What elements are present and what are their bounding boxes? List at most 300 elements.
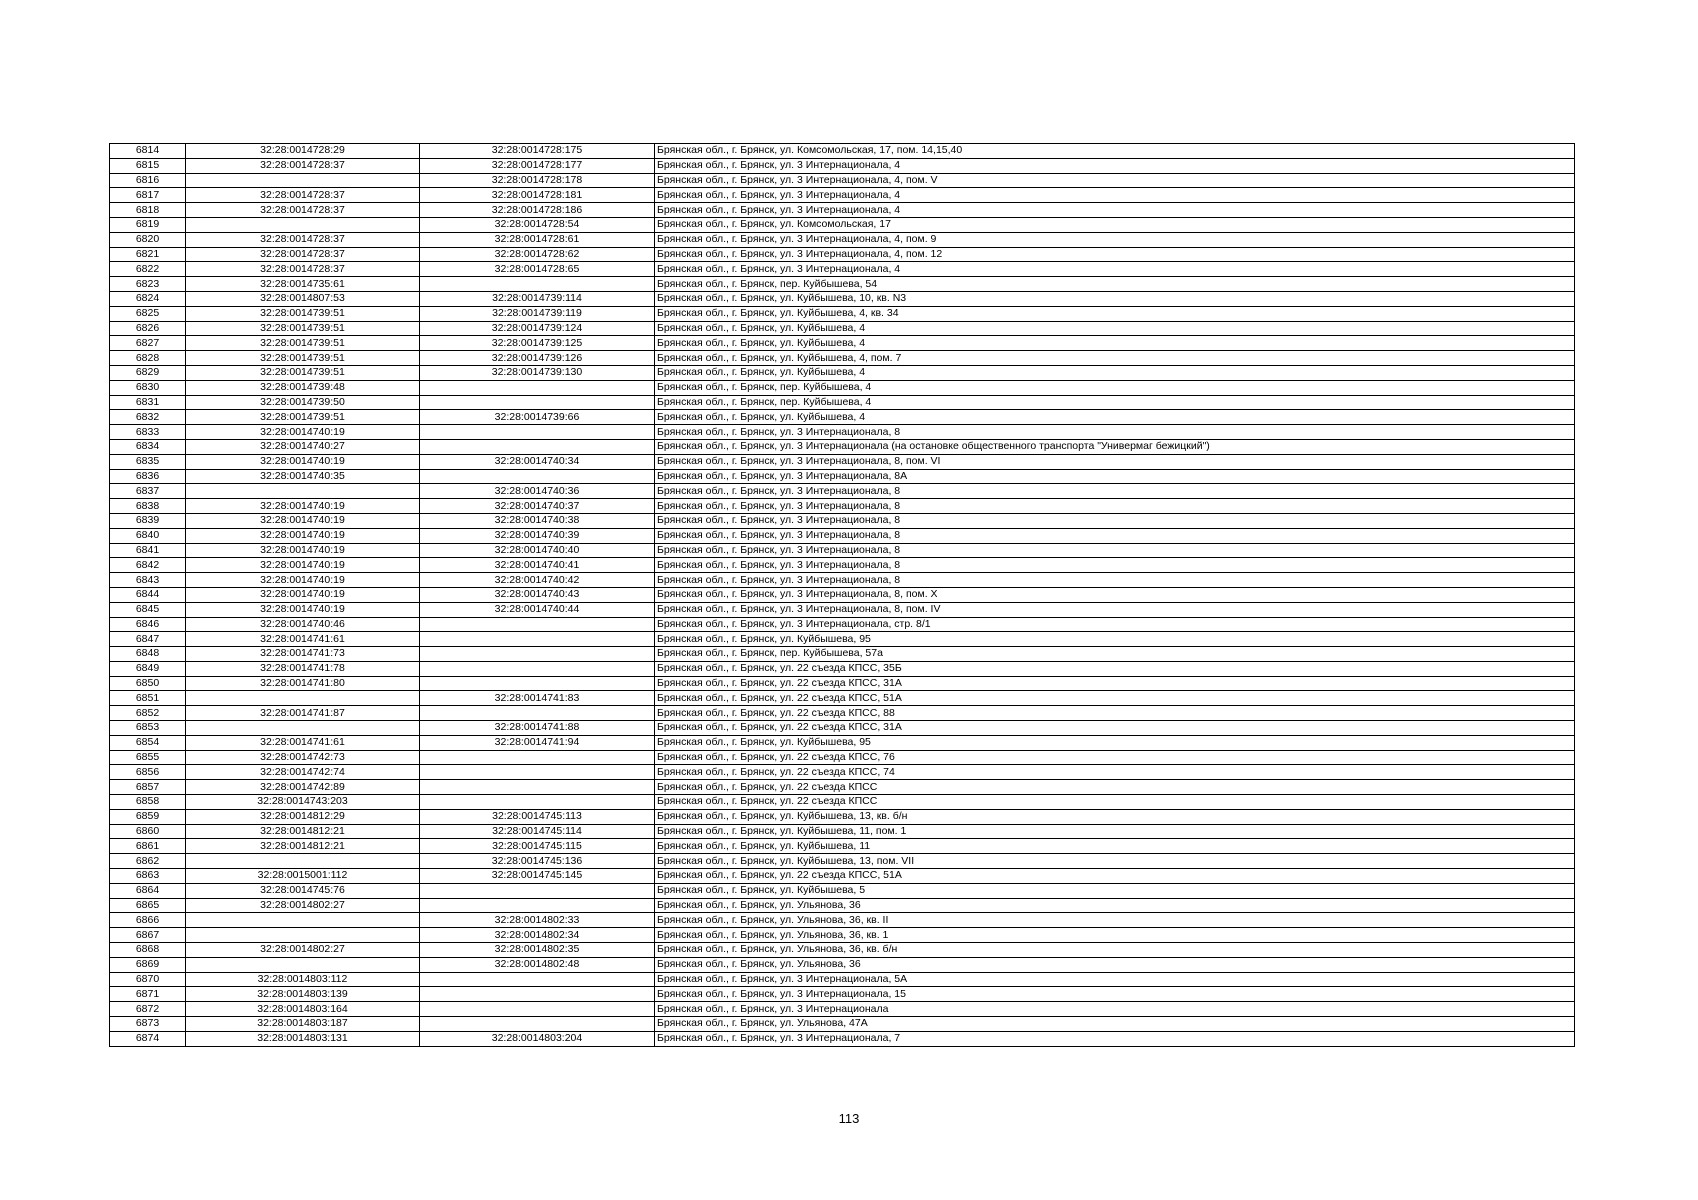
table-row xyxy=(110,484,1575,499)
object-cadastral-number-cell: 32:28:0014740:41 xyxy=(420,558,655,573)
address-cell: Брянская обл., г. Брянск, ул. Куйбышева, 4 xyxy=(655,336,1575,351)
cadastral-number-cell: 32:28:0014739:48 xyxy=(186,380,420,395)
table-row xyxy=(110,795,1575,810)
cadastral-number-cell: 32:28:0014739:51 xyxy=(186,306,420,321)
object-cadastral-number-cell: 32:28:0014728:54 xyxy=(420,217,655,232)
object-cadastral-number-cell: 32:28:0014740:37 xyxy=(420,499,655,514)
object-cadastral-number-cell: 32:28:0014739:126 xyxy=(420,351,655,366)
row-number-cell: 6836 xyxy=(110,469,186,484)
object-cadastral-number-cell xyxy=(420,661,655,676)
table-row xyxy=(110,824,1575,839)
table-row xyxy=(110,647,1575,662)
table-row xyxy=(110,217,1575,232)
row-number-cell: 6864 xyxy=(110,883,186,898)
cadastral-number-cell xyxy=(186,691,420,706)
table-row xyxy=(110,765,1575,780)
address-cell: Брянская обл., г. Брянск, ул. 3 Интернационала, 4 xyxy=(655,262,1575,277)
row-number-cell: 6826 xyxy=(110,321,186,336)
row-number-cell: 6863 xyxy=(110,869,186,884)
table-row xyxy=(110,439,1575,454)
cadastral-number-cell: 32:28:0014728:37 xyxy=(186,262,420,277)
row-number-cell: 6846 xyxy=(110,617,186,632)
row-number-cell: 6851 xyxy=(110,691,186,706)
page-number: 113 xyxy=(838,1111,860,1126)
address-cell: Брянская обл., г. Брянск, ул. 22 съезда КПСС xyxy=(655,795,1575,810)
address-cell: Брянская обл., г. Брянск, ул. 3 Интернационала xyxy=(655,1002,1575,1017)
object-cadastral-number-cell xyxy=(420,617,655,632)
object-cadastral-number-cell: 32:28:0014728:65 xyxy=(420,262,655,277)
table-row xyxy=(110,957,1575,972)
address-cell: Брянская обл., г. Брянск, ул. 22 съезда КПСС, 31А xyxy=(655,676,1575,691)
row-number-cell: 6831 xyxy=(110,395,186,410)
cadastral-number-cell xyxy=(186,721,420,736)
address-cell: Брянская обл., г. Брянск, ул. Ульянова, 47А xyxy=(655,1017,1575,1032)
row-number-cell: 6834 xyxy=(110,439,186,454)
object-cadastral-number-cell: 32:28:0014745:113 xyxy=(420,809,655,824)
table-row xyxy=(110,721,1575,736)
row-number-cell: 6844 xyxy=(110,587,186,602)
row-number-cell: 6845 xyxy=(110,602,186,617)
cadastral-number-cell xyxy=(186,913,420,928)
object-cadastral-number-cell xyxy=(420,972,655,987)
cadastral-number-cell: 32:28:0014812:21 xyxy=(186,839,420,854)
cadastral-number-cell: 32:28:0014739:51 xyxy=(186,321,420,336)
object-cadastral-number-cell xyxy=(420,706,655,721)
row-number-cell: 6830 xyxy=(110,380,186,395)
address-cell: Брянская обл., г. Брянск, ул. 22 съезда КПСС, 51А xyxy=(655,691,1575,706)
object-cadastral-number-cell xyxy=(420,425,655,440)
row-number-cell: 6871 xyxy=(110,987,186,1002)
cadastral-number-cell: 32:28:0014739:50 xyxy=(186,395,420,410)
object-cadastral-number-cell: 32:28:0014739:130 xyxy=(420,365,655,380)
object-cadastral-number-cell: 32:28:0014741:88 xyxy=(420,721,655,736)
row-number-cell: 6848 xyxy=(110,647,186,662)
cadastral-number-cell: 32:28:0014802:27 xyxy=(186,943,420,958)
cadastral-number-cell: 32:28:0014802:27 xyxy=(186,898,420,913)
object-cadastral-number-cell: 32:28:0014728:62 xyxy=(420,247,655,262)
cadastral-number-cell: 32:28:0014812:29 xyxy=(186,809,420,824)
address-cell: Брянская обл., г. Брянск, ул. 22 съезда КПСС, 74 xyxy=(655,765,1575,780)
object-cadastral-number-cell: 32:28:0014741:94 xyxy=(420,735,655,750)
row-number-cell: 6854 xyxy=(110,735,186,750)
table-row xyxy=(110,602,1575,617)
object-cadastral-number-cell: 32:28:0014745:136 xyxy=(420,854,655,869)
row-number-cell: 6839 xyxy=(110,513,186,528)
object-cadastral-number-cell: 32:28:0014740:43 xyxy=(420,587,655,602)
address-cell: Брянская обл., г. Брянск, ул. 3 Интернационала, 7 xyxy=(655,1031,1575,1046)
cadastral-number-cell: 32:28:0014742:74 xyxy=(186,765,420,780)
cadastral-number-cell: 32:28:0014728:37 xyxy=(186,247,420,262)
object-cadastral-number-cell xyxy=(420,647,655,662)
cadastral-number-cell: 32:28:0014728:37 xyxy=(186,232,420,247)
object-cadastral-number-cell xyxy=(420,765,655,780)
address-cell: Брянская обл., г. Брянск, ул. Куйбышева, 10, кв. N3 xyxy=(655,291,1575,306)
object-cadastral-number-cell xyxy=(420,469,655,484)
object-cadastral-number-cell xyxy=(420,439,655,454)
object-cadastral-number-cell: 32:28:0014728:178 xyxy=(420,173,655,188)
address-cell: Брянская обл., г. Брянск, ул. Куйбышева, 11 xyxy=(655,839,1575,854)
table-row xyxy=(110,410,1575,425)
row-number-cell: 6823 xyxy=(110,277,186,292)
table-row xyxy=(110,987,1575,1002)
table-row xyxy=(110,1031,1575,1046)
object-cadastral-number-cell: 32:28:0014739:119 xyxy=(420,306,655,321)
table-row xyxy=(110,587,1575,602)
address-cell: Брянская обл., г. Брянск, ул. 3 Интернационала, 8, пом. X xyxy=(655,587,1575,602)
object-cadastral-number-cell xyxy=(420,395,655,410)
address-cell: Брянская обл., г. Брянск, ул. 3 Интернационала, 8 xyxy=(655,543,1575,558)
address-cell: Брянская обл., г. Брянск, ул. 3 Интернационала, 4 xyxy=(655,203,1575,218)
address-cell: Брянская обл., г. Брянск, ул. 3 Интернационала, 4 xyxy=(655,188,1575,203)
address-cell: Брянская обл., г. Брянск, ул. 22 съезда КПСС, 31А xyxy=(655,721,1575,736)
table-row xyxy=(110,158,1575,173)
object-cadastral-number-cell: 32:28:0014745:145 xyxy=(420,869,655,884)
cadastral-number-cell: 32:28:0014803:112 xyxy=(186,972,420,987)
table-row xyxy=(110,617,1575,632)
row-number-cell: 6818 xyxy=(110,203,186,218)
row-number-cell: 6847 xyxy=(110,632,186,647)
row-number-cell: 6840 xyxy=(110,528,186,543)
address-cell: Брянская обл., г. Брянск, ул. 3 Интернационала, 5А xyxy=(655,972,1575,987)
address-cell: Брянская обл., г. Брянск, ул. 3 Интернационала (на остановке общественного транспорта "Универмаг бежицкий") xyxy=(655,439,1575,454)
object-cadastral-number-cell xyxy=(420,277,655,292)
address-cell: Брянская обл., г. Брянск, ул. 3 Интернационала, 4 xyxy=(655,158,1575,173)
row-number-cell: 6861 xyxy=(110,839,186,854)
address-cell: Брянская обл., г. Брянск, ул. 3 Интернационала, 4, пом. 9 xyxy=(655,232,1575,247)
cadastral-number-cell: 32:28:0014728:37 xyxy=(186,158,420,173)
object-cadastral-number-cell xyxy=(420,750,655,765)
address-cell: Брянская обл., г. Брянск, ул. Куйбышева, 5 xyxy=(655,883,1575,898)
object-cadastral-number-cell: 32:28:0014728:177 xyxy=(420,158,655,173)
cadastral-number-cell: 32:28:0014745:76 xyxy=(186,883,420,898)
object-cadastral-number-cell: 32:28:0014728:181 xyxy=(420,188,655,203)
object-cadastral-number-cell: 32:28:0014728:186 xyxy=(420,203,655,218)
address-cell: Брянская обл., г. Брянск, ул. Ульянова, 36 xyxy=(655,957,1575,972)
address-cell: Брянская обл., г. Брянск, пер. Куйбышева, 4 xyxy=(655,380,1575,395)
cadastral-number-cell: 32:28:0014740:46 xyxy=(186,617,420,632)
object-cadastral-number-cell: 32:28:0014728:175 xyxy=(420,144,655,159)
object-cadastral-number-cell: 32:28:0014802:35 xyxy=(420,943,655,958)
address-cell: Брянская обл., г. Брянск, ул. Куйбышева, 4 xyxy=(655,365,1575,380)
address-cell: Брянская обл., г. Брянск, ул. 3 Интернационала, 8 xyxy=(655,499,1575,514)
object-cadastral-number-cell xyxy=(420,1002,655,1017)
row-number-cell: 6849 xyxy=(110,661,186,676)
row-number-cell: 6874 xyxy=(110,1031,186,1046)
table-row xyxy=(110,972,1575,987)
row-number-cell: 6873 xyxy=(110,1017,186,1032)
cadastral-number-cell: 32:28:0014741:87 xyxy=(186,706,420,721)
cadastral-number-cell: 32:28:0014741:61 xyxy=(186,632,420,647)
table-row xyxy=(110,543,1575,558)
cadastral-number-cell: 32:28:0015001:112 xyxy=(186,869,420,884)
cadastral-number-cell: 32:28:0014739:51 xyxy=(186,351,420,366)
object-cadastral-number-cell: 32:28:0014745:114 xyxy=(420,824,655,839)
row-number-cell: 6870 xyxy=(110,972,186,987)
cadastral-number-cell: 32:28:0014740:27 xyxy=(186,439,420,454)
table-row xyxy=(110,425,1575,440)
row-number-cell: 6820 xyxy=(110,232,186,247)
address-cell: Брянская обл., г. Брянск, ул. Куйбышева, 4 xyxy=(655,410,1575,425)
row-number-cell: 6842 xyxy=(110,558,186,573)
object-cadastral-number-cell: 32:28:0014740:34 xyxy=(420,454,655,469)
row-number-cell: 6815 xyxy=(110,158,186,173)
object-cadastral-number-cell: 32:28:0014802:48 xyxy=(420,957,655,972)
cadastral-number-cell: 32:28:0014740:19 xyxy=(186,573,420,588)
cadastral-number-cell: 32:28:0014740:19 xyxy=(186,543,420,558)
cadastral-number-cell xyxy=(186,854,420,869)
cadastral-number-cell: 32:28:0014740:19 xyxy=(186,499,420,514)
address-cell: Брянская обл., г. Брянск, ул. Ульянова, 36, кв. б/н xyxy=(655,943,1575,958)
address-cell: Брянская обл., г. Брянск, ул. Куйбышева, 4 xyxy=(655,321,1575,336)
row-number-cell: 6825 xyxy=(110,306,186,321)
address-cell: Брянская обл., г. Брянск, ул. 3 Интернационала, 8 xyxy=(655,425,1575,440)
address-cell: Брянская обл., г. Брянск, ул. 3 Интернационала, стр. 8/1 xyxy=(655,617,1575,632)
row-number-cell: 6835 xyxy=(110,454,186,469)
row-number-cell: 6860 xyxy=(110,824,186,839)
table-row xyxy=(110,869,1575,884)
table-row xyxy=(110,188,1575,203)
table-row xyxy=(110,365,1575,380)
address-cell: Брянская обл., г. Брянск, ул. 3 Интернационала, 4, пом. V xyxy=(655,173,1575,188)
row-number-cell: 6822 xyxy=(110,262,186,277)
row-number-cell: 6850 xyxy=(110,676,186,691)
row-number-cell: 6816 xyxy=(110,173,186,188)
table-row xyxy=(110,839,1575,854)
register-table-body xyxy=(110,144,1575,1047)
table-row xyxy=(110,469,1575,484)
address-cell: Брянская обл., г. Брянск, ул. 3 Интернационала, 8 xyxy=(655,558,1575,573)
row-number-cell: 6819 xyxy=(110,217,186,232)
cadastral-number-cell: 32:28:0014741:61 xyxy=(186,735,420,750)
cadastral-number-cell: 32:28:0014740:19 xyxy=(186,425,420,440)
row-number-cell: 6862 xyxy=(110,854,186,869)
object-cadastral-number-cell: 32:28:0014741:83 xyxy=(420,691,655,706)
object-cadastral-number-cell: 32:28:0014728:61 xyxy=(420,232,655,247)
address-cell: Брянская обл., г. Брянск, ул. 22 съезда КПСС, 88 xyxy=(655,706,1575,721)
object-cadastral-number-cell: 32:28:0014739:124 xyxy=(420,321,655,336)
address-cell: Брянская обл., г. Брянск, ул. 3 Интернационала, 4, пом. 12 xyxy=(655,247,1575,262)
object-cadastral-number-cell: 32:28:0014740:38 xyxy=(420,513,655,528)
cadastral-number-cell xyxy=(186,173,420,188)
object-cadastral-number-cell: 32:28:0014739:66 xyxy=(420,410,655,425)
address-cell: Брянская обл., г. Брянск, ул. 3 Интернационала, 8 xyxy=(655,484,1575,499)
row-number-cell: 6828 xyxy=(110,351,186,366)
cadastral-number-cell: 32:28:0014740:19 xyxy=(186,528,420,543)
object-cadastral-number-cell xyxy=(420,795,655,810)
table-row xyxy=(110,1017,1575,1032)
row-number-cell: 6866 xyxy=(110,913,186,928)
address-cell: Брянская обл., г. Брянск, ул. 3 Интернационала, 8 xyxy=(655,513,1575,528)
table-row xyxy=(110,291,1575,306)
address-cell: Брянская обл., г. Брянск, пер. Куйбышева, 4 xyxy=(655,395,1575,410)
table-row xyxy=(110,573,1575,588)
table-row xyxy=(110,780,1575,795)
cadastral-number-cell: 32:28:0014739:51 xyxy=(186,336,420,351)
row-number-cell: 6837 xyxy=(110,484,186,499)
table-row xyxy=(110,513,1575,528)
address-cell: Брянская обл., г. Брянск, пер. Куйбышева, 54 xyxy=(655,277,1575,292)
cadastral-number-cell xyxy=(186,957,420,972)
cadastral-number-cell xyxy=(186,928,420,943)
table-row xyxy=(110,706,1575,721)
row-number-cell: 6855 xyxy=(110,750,186,765)
table-row xyxy=(110,883,1575,898)
cadastral-number-cell: 32:28:0014728:37 xyxy=(186,188,420,203)
object-cadastral-number-cell: 32:28:0014802:33 xyxy=(420,913,655,928)
object-cadastral-number-cell: 32:28:0014740:40 xyxy=(420,543,655,558)
table-row xyxy=(110,928,1575,943)
address-cell: Брянская обл., г. Брянск, ул. Куйбышева, 4, кв. 34 xyxy=(655,306,1575,321)
table-row xyxy=(110,306,1575,321)
table-row xyxy=(110,395,1575,410)
address-cell: Брянская обл., г. Брянск, пер. Куйбышева, 57а xyxy=(655,647,1575,662)
cadastral-number-cell xyxy=(186,217,420,232)
row-number-cell: 6872 xyxy=(110,1002,186,1017)
table-row xyxy=(110,380,1575,395)
cadastral-number-cell: 32:28:0014739:51 xyxy=(186,410,420,425)
address-cell: Брянская обл., г. Брянск, ул. Ульянова, 36, кв. 1 xyxy=(655,928,1575,943)
row-number-cell: 6865 xyxy=(110,898,186,913)
cadastral-number-cell: 32:28:0014803:139 xyxy=(186,987,420,1002)
object-cadastral-number-cell xyxy=(420,883,655,898)
cadastral-number-cell: 32:28:0014741:80 xyxy=(186,676,420,691)
object-cadastral-number-cell: 32:28:0014745:115 xyxy=(420,839,655,854)
cadastral-number-cell: 32:28:0014812:21 xyxy=(186,824,420,839)
row-number-cell: 6867 xyxy=(110,928,186,943)
object-cadastral-number-cell: 32:28:0014802:34 xyxy=(420,928,655,943)
row-number-cell: 6838 xyxy=(110,499,186,514)
row-number-cell: 6817 xyxy=(110,188,186,203)
cadastral-number-cell: 32:28:0014740:19 xyxy=(186,513,420,528)
row-number-cell: 6814 xyxy=(110,144,186,159)
address-cell: Брянская обл., г. Брянск, ул. Комсомольская, 17 xyxy=(655,217,1575,232)
address-cell: Брянская обл., г. Брянск, ул. 22 съезда КПСС, 35Б xyxy=(655,661,1575,676)
row-number-cell: 6829 xyxy=(110,365,186,380)
object-cadastral-number-cell: 32:28:0014740:39 xyxy=(420,528,655,543)
row-number-cell: 6859 xyxy=(110,809,186,824)
table-row xyxy=(110,676,1575,691)
row-number-cell: 6827 xyxy=(110,336,186,351)
table-row xyxy=(110,691,1575,706)
table-row xyxy=(110,943,1575,958)
object-cadastral-number-cell: 32:28:0014803:204 xyxy=(420,1031,655,1046)
row-number-cell: 6857 xyxy=(110,780,186,795)
table-row xyxy=(110,558,1575,573)
cadastral-number-cell: 32:28:0014740:19 xyxy=(186,587,420,602)
row-number-cell: 6869 xyxy=(110,957,186,972)
row-number-cell: 6824 xyxy=(110,291,186,306)
row-number-cell: 6821 xyxy=(110,247,186,262)
address-cell: Брянская обл., г. Брянск, ул. Комсомольская, 17, пом. 14,15,40 xyxy=(655,144,1575,159)
row-number-cell: 6841 xyxy=(110,543,186,558)
object-cadastral-number-cell: 32:28:0014740:42 xyxy=(420,573,655,588)
object-cadastral-number-cell: 32:28:0014739:125 xyxy=(420,336,655,351)
table-row xyxy=(110,262,1575,277)
table-row xyxy=(110,913,1575,928)
address-cell: Брянская обл., г. Брянск, ул. 22 съезда КПСС, 76 xyxy=(655,750,1575,765)
table-row xyxy=(110,898,1575,913)
cadastral-number-cell: 32:28:0014803:164 xyxy=(186,1002,420,1017)
row-number-cell: 6843 xyxy=(110,573,186,588)
cadastral-number-cell: 32:28:0014728:37 xyxy=(186,203,420,218)
cadastral-number-cell: 32:28:0014803:131 xyxy=(186,1031,420,1046)
table-row xyxy=(110,809,1575,824)
cadastral-number-cell: 32:28:0014741:78 xyxy=(186,661,420,676)
row-number-cell: 6853 xyxy=(110,721,186,736)
row-number-cell: 6858 xyxy=(110,795,186,810)
object-cadastral-number-cell xyxy=(420,632,655,647)
table-row xyxy=(110,735,1575,750)
address-cell: Брянская обл., г. Брянск, ул. 3 Интернационала, 8, пом. VI xyxy=(655,454,1575,469)
cadastral-number-cell: 32:28:0014740:19 xyxy=(186,558,420,573)
row-number-cell: 6833 xyxy=(110,425,186,440)
cadastral-number-cell: 32:28:0014742:89 xyxy=(186,780,420,795)
object-cadastral-number-cell: 32:28:0014740:36 xyxy=(420,484,655,499)
object-cadastral-number-cell xyxy=(420,676,655,691)
object-cadastral-number-cell: 32:28:0014739:114 xyxy=(420,291,655,306)
address-cell: Брянская обл., г. Брянск, ул. 3 Интернационала, 8А xyxy=(655,469,1575,484)
address-cell: Брянская обл., г. Брянск, ул. 22 съезда КПСС, 51А xyxy=(655,869,1575,884)
address-cell: Брянская обл., г. Брянск, ул. Куйбышева, 95 xyxy=(655,735,1575,750)
cadastral-number-cell xyxy=(186,484,420,499)
table-row xyxy=(110,454,1575,469)
object-cadastral-number-cell xyxy=(420,780,655,795)
object-cadastral-number-cell xyxy=(420,987,655,1002)
object-cadastral-number-cell xyxy=(420,898,655,913)
address-cell: Брянская обл., г. Брянск, ул. Куйбышева, 13, кв. б/н xyxy=(655,809,1575,824)
table-row xyxy=(110,854,1575,869)
table-row xyxy=(110,203,1575,218)
address-cell: Брянская обл., г. Брянск, ул. Куйбышева, 11, пом. 1 xyxy=(655,824,1575,839)
object-cadastral-number-cell: 32:28:0014740:44 xyxy=(420,602,655,617)
table-row xyxy=(110,351,1575,366)
cadastral-number-cell: 32:28:0014803:187 xyxy=(186,1017,420,1032)
table-row xyxy=(110,232,1575,247)
table-row xyxy=(110,277,1575,292)
address-cell: Брянская обл., г. Брянск, ул. 22 съезда КПСС xyxy=(655,780,1575,795)
address-cell: Брянская обл., г. Брянск, ул. 3 Интернационала, 15 xyxy=(655,987,1575,1002)
cadastral-number-cell: 32:28:0014741:73 xyxy=(186,647,420,662)
address-cell: Брянская обл., г. Брянск, ул. 3 Интернационала, 8 xyxy=(655,528,1575,543)
address-cell: Брянская обл., г. Брянск, ул. 3 Интернационала, 8 xyxy=(655,573,1575,588)
cadastral-number-cell: 32:28:0014735:61 xyxy=(186,277,420,292)
row-number-cell: 6832 xyxy=(110,410,186,425)
table-row xyxy=(110,247,1575,262)
cadastral-number-cell: 32:28:0014740:35 xyxy=(186,469,420,484)
address-cell: Брянская обл., г. Брянск, ул. Куйбышева, 13, пом. VII xyxy=(655,854,1575,869)
address-cell: Брянская обл., г. Брянск, ул. Куйбышева, 95 xyxy=(655,632,1575,647)
table-row xyxy=(110,144,1575,159)
table-row xyxy=(110,499,1575,514)
cadastral-number-cell: 32:28:0014739:51 xyxy=(186,365,420,380)
row-number-cell: 6852 xyxy=(110,706,186,721)
row-number-cell: 6868 xyxy=(110,943,186,958)
table-row xyxy=(110,661,1575,676)
address-cell: Брянская обл., г. Брянск, ул. Ульянова, 36, кв. II xyxy=(655,913,1575,928)
object-cadastral-number-cell xyxy=(420,380,655,395)
table-row xyxy=(110,750,1575,765)
table-row xyxy=(110,173,1575,188)
cadastral-number-cell: 32:28:0014740:19 xyxy=(186,454,420,469)
cadastral-number-cell: 32:28:0014742:73 xyxy=(186,750,420,765)
table-row xyxy=(110,336,1575,351)
row-number-cell: 6856 xyxy=(110,765,186,780)
cadastral-number-cell: 32:28:0014743:203 xyxy=(186,795,420,810)
table-row xyxy=(110,632,1575,647)
cadastral-number-cell: 32:28:0014740:19 xyxy=(186,602,420,617)
address-cell: Брянская обл., г. Брянск, ул. Ульянова, 36 xyxy=(655,898,1575,913)
address-cell: Брянская обл., г. Брянск, ул. Куйбышева, 4, пом. 7 xyxy=(655,351,1575,366)
